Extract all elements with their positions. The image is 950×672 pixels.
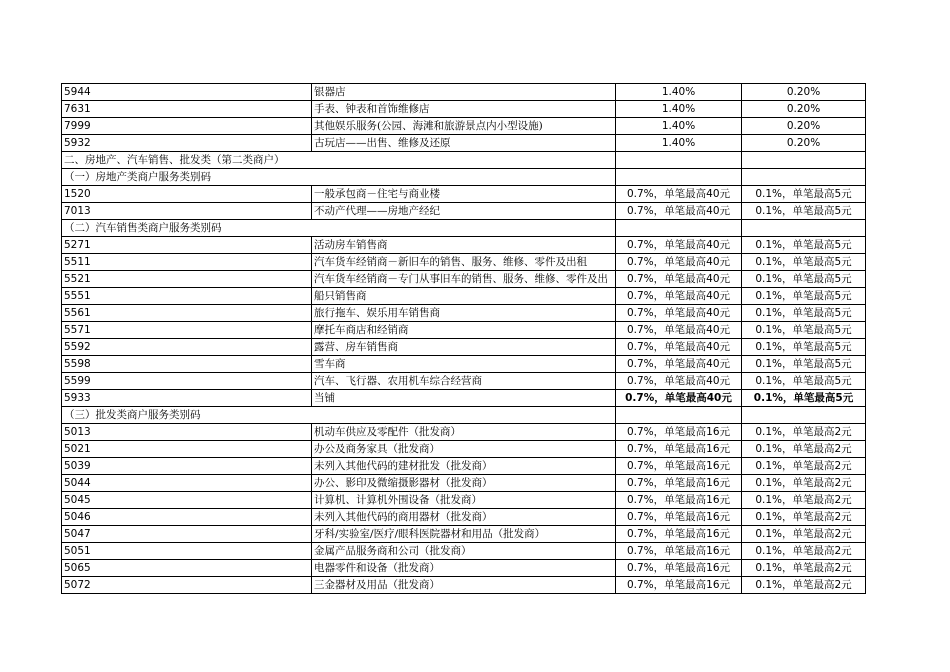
section-header-row <box>62 220 866 237</box>
table-row <box>62 526 866 543</box>
section-label: （三）批发类商户服务类别码 <box>62 407 616 424</box>
rate-cell-2: 0.1%，单笔最高2元 <box>742 509 866 526</box>
section-header-row <box>62 169 866 186</box>
merchant-type-cell: 电器零件和设备（批发商） <box>312 560 616 577</box>
table-row <box>62 84 866 101</box>
merchant-type-cell: 旅行拖车、娱乐用车销售商 <box>312 305 616 322</box>
section-label: （二）汽车销售类商户服务类别码 <box>62 220 616 237</box>
rate-cell-1: 1.40% <box>616 101 742 118</box>
table-row <box>62 441 866 458</box>
table-row <box>62 339 866 356</box>
rate-cell-1: 0.7%，单笔最高16元 <box>616 509 742 526</box>
rate-cell-2: 0.1%，单笔最高5元 <box>742 305 866 322</box>
mcc-code-cell: 5051 <box>62 543 312 560</box>
rate-cell-1: 0.7%，单笔最高40元 <box>616 373 742 390</box>
rate-cell-2: 0.1%，单笔最高2元 <box>742 424 866 441</box>
rate-cell-1: 1.40% <box>616 135 742 152</box>
rate-cell-1: 0.7%，单笔最高40元 <box>616 339 742 356</box>
rate-cell-1: 0.7%，单笔最高40元 <box>616 322 742 339</box>
merchant-type-cell: 古玩店——出售、维修及还原 <box>312 135 616 152</box>
merchant-type-cell: 汽车、飞行器、农用机车综合经营商 <box>312 373 616 390</box>
rate-cell-2: 0.1%，单笔最高5元 <box>742 322 866 339</box>
mcc-code-cell: 5599 <box>62 373 312 390</box>
empty-cell <box>616 169 742 186</box>
table-row <box>62 118 866 135</box>
merchant-type-cell: 摩托车商店和经销商 <box>312 322 616 339</box>
table-row <box>62 475 866 492</box>
mcc-code-cell: 5013 <box>62 424 312 441</box>
mcc-code-cell: 5561 <box>62 305 312 322</box>
rate-cell-2: 0.1%，单笔最高5元 <box>742 288 866 305</box>
table-row <box>62 186 866 203</box>
empty-cell <box>742 152 866 169</box>
section-label: 二、房地产、汽车销售、批发类（第二类商户） <box>62 152 616 169</box>
rate-cell-1: 0.7%，单笔最高40元 <box>616 288 742 305</box>
section-header-row <box>62 407 866 424</box>
table-row <box>62 492 866 509</box>
mcc-code-cell: 5551 <box>62 288 312 305</box>
merchant-type-cell: 银器店 <box>312 84 616 101</box>
rate-cell-1: 0.7%，单笔最高16元 <box>616 458 742 475</box>
merchant-type-cell: 活动房车销售商 <box>312 237 616 254</box>
merchant-type-cell: 雪车商 <box>312 356 616 373</box>
rate-cell-1: 0.7%，单笔最高40元 <box>616 254 742 271</box>
rate-cell-2: 0.1%，单笔最高5元 <box>742 254 866 271</box>
mcc-code-cell: 7999 <box>62 118 312 135</box>
rate-cell-1: 0.7%，单笔最高16元 <box>616 577 742 594</box>
rate-table <box>61 83 866 594</box>
mcc-code-cell: 7631 <box>62 101 312 118</box>
mcc-code-cell: 5511 <box>62 254 312 271</box>
table-row <box>62 271 866 288</box>
rate-cell-1: 0.7%，单笔最高40元 <box>616 186 742 203</box>
rate-cell-2: 0.1%，单笔最高5元 <box>742 237 866 254</box>
rate-cell-2: 0.20% <box>742 135 866 152</box>
rate-cell-2: 0.1%，单笔最高5元 <box>742 373 866 390</box>
mcc-code-cell: 5039 <box>62 458 312 475</box>
rate-cell-2: 0.1%，单笔最高5元 <box>742 339 866 356</box>
rate-cell-2: 0.1%，单笔最高2元 <box>742 526 866 543</box>
rate-cell-2: 0.1%，单笔最高2元 <box>742 458 866 475</box>
table-row <box>62 237 866 254</box>
rate-cell-2: 0.1%，单笔最高2元 <box>742 560 866 577</box>
merchant-type-cell: 机动车供应及零配件（批发商） <box>312 424 616 441</box>
table-row <box>62 305 866 322</box>
merchant-type-cell: 汽车货车经销商－新旧车的销售、服务、维修、零件及出租 <box>312 254 616 271</box>
rate-cell-1: 0.7%，单笔最高40元 <box>616 271 742 288</box>
table-row <box>62 135 866 152</box>
rate-cell-2: 0.20% <box>742 84 866 101</box>
table-row <box>62 509 866 526</box>
mcc-code-cell: 5021 <box>62 441 312 458</box>
merchant-type-cell: 三金器材及用品（批发商） <box>312 577 616 594</box>
table-row <box>62 373 866 390</box>
rate-cell-1: 0.7%，单笔最高16元 <box>616 475 742 492</box>
table-row <box>62 424 866 441</box>
section-header-row <box>62 152 866 169</box>
rate-cell-2: 0.1%，单笔最高2元 <box>742 441 866 458</box>
mcc-code-cell: 5571 <box>62 322 312 339</box>
mcc-code-cell: 5933 <box>62 390 312 407</box>
merchant-type-cell: 办公及商务家具（批发商） <box>312 441 616 458</box>
merchant-type-cell: 不动产代理——房地产经纪 <box>312 203 616 220</box>
mcc-code-cell: 5932 <box>62 135 312 152</box>
table-row <box>62 101 866 118</box>
table-row <box>62 356 866 373</box>
merchant-type-cell: 计算机、计算机外围设备（批发商） <box>312 492 616 509</box>
rate-cell-2: 0.20% <box>742 101 866 118</box>
rate-cell-1: 0.7%，单笔最高16元 <box>616 543 742 560</box>
rate-cell-2: 0.1%，单笔最高2元 <box>742 577 866 594</box>
rate-cell-1: 0.7%，单笔最高16元 <box>616 560 742 577</box>
rate-cell-1: 0.7%，单笔最高40元 <box>616 305 742 322</box>
rate-cell-1: 0.7%，单笔最高16元 <box>616 492 742 509</box>
mcc-code-cell: 5271 <box>62 237 312 254</box>
empty-cell <box>742 407 866 424</box>
mcc-code-cell: 5598 <box>62 356 312 373</box>
table-row <box>62 322 866 339</box>
rate-cell-1: 0.7%，单笔最高16元 <box>616 441 742 458</box>
merchant-type-cell: 手表、钟表和首饰维修店 <box>312 101 616 118</box>
table-row <box>62 203 866 220</box>
merchant-type-cell: 船只销售商 <box>312 288 616 305</box>
rate-cell-2: 0.1%，单笔最高5元 <box>742 390 866 407</box>
rate-cell-2: 0.1%，单笔最高2元 <box>742 492 866 509</box>
merchant-type-cell: 牙科/实验室/医疗/眼科医院器材和用品（批发商） <box>312 526 616 543</box>
table-row <box>62 254 866 271</box>
rate-cell-1: 1.40% <box>616 84 742 101</box>
rate-cell-2: 0.1%，单笔最高2元 <box>742 543 866 560</box>
table-row <box>62 543 866 560</box>
rate-cell-1: 0.7%，单笔最高16元 <box>616 526 742 543</box>
table-row <box>62 458 866 475</box>
merchant-type-cell: 一般承包商－住宅与商业楼 <box>312 186 616 203</box>
mcc-code-cell: 5065 <box>62 560 312 577</box>
empty-cell <box>616 407 742 424</box>
merchant-type-cell: 未列入其他代码的商用器材（批发商） <box>312 509 616 526</box>
mcc-code-cell: 1520 <box>62 186 312 203</box>
section-label: （一）房地产类商户服务类别码 <box>62 169 616 186</box>
merchant-type-cell: 办公、影印及微缩摄影器材（批发商） <box>312 475 616 492</box>
table-row <box>62 288 866 305</box>
mcc-code-cell: 5047 <box>62 526 312 543</box>
empty-cell <box>742 220 866 237</box>
rate-cell-1: 1.40% <box>616 118 742 135</box>
mcc-code-cell: 5592 <box>62 339 312 356</box>
rate-cell-2: 0.1%，单笔最高5元 <box>742 186 866 203</box>
merchant-type-cell: 未列入其他代码的建材批发（批发商） <box>312 458 616 475</box>
merchant-type-cell: 其他娱乐服务(公园、海滩和旅游景点内小型设施) <box>312 118 616 135</box>
mcc-code-cell: 5521 <box>62 271 312 288</box>
empty-cell <box>616 152 742 169</box>
empty-cell <box>742 169 866 186</box>
merchant-type-cell: 金属产品服务商和公司（批发商） <box>312 543 616 560</box>
rate-cell-2: 0.1%，单笔最高2元 <box>742 475 866 492</box>
table-row <box>62 560 866 577</box>
mcc-code-cell: 7013 <box>62 203 312 220</box>
rate-cell-1: 0.7%，单笔最高40元 <box>616 203 742 220</box>
mcc-code-cell: 5046 <box>62 509 312 526</box>
merchant-type-cell: 当铺 <box>312 390 616 407</box>
merchant-type-cell: 露营、房车销售商 <box>312 339 616 356</box>
mcc-code-cell: 5045 <box>62 492 312 509</box>
mcc-code-cell: 5072 <box>62 577 312 594</box>
rate-cell-2: 0.20% <box>742 118 866 135</box>
mcc-code-cell: 5044 <box>62 475 312 492</box>
rate-cell-1: 0.7%，单笔最高16元 <box>616 424 742 441</box>
rate-table-body <box>62 84 866 594</box>
merchant-type-cell: 汽车货车经销商－专门从事旧车的销售、服务、维修、零件及出 <box>312 271 616 288</box>
rate-cell-2: 0.1%，单笔最高5元 <box>742 203 866 220</box>
rate-cell-1: 0.7%，单笔最高40元 <box>616 356 742 373</box>
rate-cell-1: 0.7%，单笔最高40元 <box>616 390 742 407</box>
mcc-code-cell: 5944 <box>62 84 312 101</box>
empty-cell <box>616 220 742 237</box>
rate-cell-2: 0.1%，单笔最高5元 <box>742 356 866 373</box>
rate-cell-1: 0.7%，单笔最高40元 <box>616 237 742 254</box>
table-row <box>62 390 866 407</box>
rate-cell-2: 0.1%，单笔最高5元 <box>742 271 866 288</box>
table-row <box>62 577 866 594</box>
